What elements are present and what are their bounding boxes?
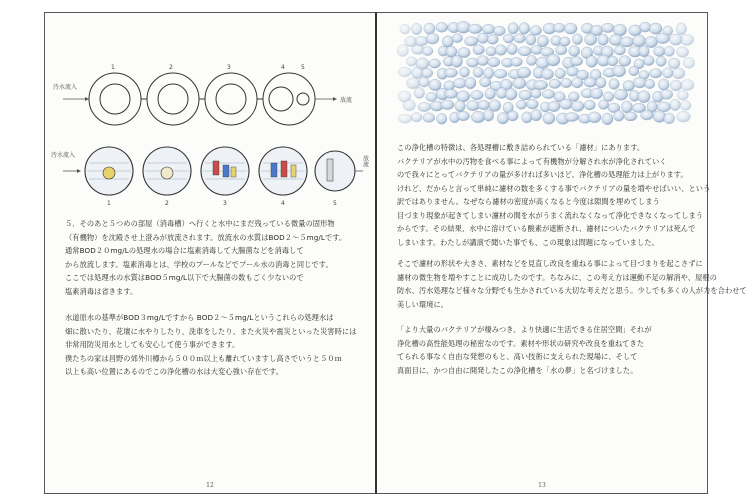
bubble [483, 109, 493, 121]
bubble [607, 56, 617, 66]
bubble [398, 67, 411, 77]
bubble [422, 47, 433, 56]
bubble [465, 77, 476, 89]
filter-media-illustration [377, 19, 708, 129]
bubble [494, 69, 507, 78]
bubble [437, 113, 447, 124]
text-line: 通常BOD２０mg/Lの処理水の場合に塩素消毒して大腸菌などを消毒して [65, 246, 304, 255]
left-page [44, 12, 376, 494]
right-paragraph-1 [397, 141, 710, 249]
section-number-1: 1 [107, 200, 111, 207]
bubble [677, 91, 688, 100]
bubble [473, 67, 483, 77]
bubble [656, 33, 670, 44]
bubble [572, 34, 582, 45]
bubble [676, 23, 686, 35]
bubble [495, 45, 507, 56]
text-line: 畑に散いたり、花壇に水やりしたり、洗車をしたり、また火災や震災といった災害時には [65, 326, 357, 336]
bubble [531, 89, 541, 99]
inflow-label-2: 汚水流入 [51, 152, 76, 159]
bubble [436, 22, 448, 32]
bubble [457, 111, 470, 120]
bubble [677, 47, 689, 58]
text-line: 以上も高い位置にあるのでこの浄化槽の水は大変心強い存在です。 [65, 367, 284, 376]
bubble [620, 37, 634, 47]
bubble [482, 24, 495, 34]
bubble [568, 92, 579, 101]
bubble [638, 91, 651, 103]
bubble [548, 101, 560, 111]
bubble [586, 56, 597, 68]
bubble [526, 55, 536, 65]
tank-number-3: 3 [227, 64, 231, 71]
tank-section-diagram [45, 135, 376, 207]
bubble [511, 57, 523, 66]
bubble [555, 68, 565, 78]
bubble [629, 66, 639, 76]
bubble [542, 90, 554, 99]
bubble [508, 23, 519, 34]
bubble [444, 89, 457, 98]
bubble [480, 77, 491, 87]
text-line: 訳ではありません。なぜなら濾材の密度が高くなると今度は隙間を埋めてしまう [397, 197, 660, 206]
bubble [526, 34, 536, 45]
bubble [601, 23, 614, 32]
bubble [668, 58, 680, 69]
tank-number-5: 5 [301, 64, 305, 71]
bubble [598, 34, 608, 46]
bubble [633, 77, 647, 88]
bubble [531, 109, 542, 121]
bubble [564, 23, 577, 34]
bubble [534, 80, 548, 89]
section-number-4: 4 [281, 200, 285, 207]
bubble [457, 21, 471, 33]
bubble [487, 35, 498, 45]
text-line: 非常用防災用水としても安心して使う事ができます。 [65, 340, 240, 349]
bubble [519, 23, 529, 35]
bubble [460, 67, 470, 77]
bubble [507, 44, 517, 55]
bubble [537, 35, 548, 47]
bubble [599, 100, 609, 110]
bubble [654, 46, 665, 56]
bubble [560, 37, 570, 46]
bubble [418, 102, 431, 111]
page-number-left: 12 [206, 482, 214, 489]
text-line: 僕たちの家は昌野の郊外川樽から５００ｍ以上も離れていますし高さでいうと５０ｍ [65, 353, 342, 363]
bubble [614, 89, 627, 100]
text-line: バクテリアが水中の汚物を食べる事によって有機物が分解され水が浄化されていく [397, 156, 667, 166]
bubble [522, 112, 533, 123]
bubble [619, 56, 631, 67]
bubble [414, 88, 424, 99]
bubble [649, 23, 662, 34]
text-line: てられる事なく自由な発想のもと、高い技術に支えられた現場に、そして [397, 352, 638, 361]
text-line: 真面目に、かつ自由に開発したこの浄化槽を「水の夢」と名づけました。 [397, 365, 638, 375]
bubble [641, 110, 654, 120]
text-line: （有機物）を沈殿させ上澄みが放流されます。放流水の水質はBOD２〜５mg/Lです。 [65, 232, 347, 242]
bubble [471, 111, 485, 123]
bubble [559, 99, 572, 109]
bubble [664, 46, 674, 56]
text-line: 浄化槽の高性能処理の秘密なのです。素材や形状の研究や改良を重ねてきた [397, 338, 645, 348]
bubble [549, 79, 561, 88]
bubble [406, 78, 420, 89]
bubble [602, 113, 613, 125]
text-line: そこで濾材の形状や大きさ、素材などを見直し改良を重ねる事によって目づまりを起こさずに [397, 259, 703, 268]
bubble [494, 26, 506, 36]
bubble [569, 46, 580, 57]
text-line: 濾材の微生物を増やすことに成功したのです。ちなみに、この考え方は運動不足の解消や、屋根の [397, 272, 717, 282]
bubble [656, 56, 666, 66]
bubble [478, 100, 490, 110]
bubble [451, 55, 462, 67]
text-line: 塩素消毒は省きます。 [65, 286, 138, 296]
bubble [664, 113, 675, 124]
bubble [547, 54, 560, 66]
bubble [584, 78, 597, 88]
bubble [649, 69, 661, 78]
bubble [505, 88, 517, 100]
book-spread [44, 12, 747, 494]
bubble [442, 36, 453, 47]
bubble [397, 45, 409, 57]
tank-number-4: 4 [281, 64, 285, 71]
bubble [514, 34, 526, 43]
outflow-label-2: 放流 [361, 155, 369, 167]
bubble [584, 100, 595, 110]
bubble [541, 69, 553, 80]
bubble-cluster [397, 21, 695, 125]
bubble [516, 100, 526, 109]
bubble [457, 91, 470, 102]
bubble [624, 112, 637, 121]
bubble [453, 78, 466, 88]
bubble [488, 57, 500, 67]
tank-number-2: 2 [169, 64, 173, 71]
bubble [565, 113, 579, 122]
bubble [471, 91, 484, 100]
bubble [426, 33, 439, 44]
bubble [468, 24, 482, 34]
bubble [513, 78, 526, 89]
bubble [613, 65, 626, 77]
bubble [677, 111, 691, 122]
bubble [477, 56, 489, 66]
bubble [614, 46, 625, 55]
bubble [429, 59, 441, 68]
section-number-3: 3 [223, 200, 227, 207]
bubble [588, 112, 601, 123]
tank-number-1: 1 [111, 64, 115, 71]
bubble [683, 57, 694, 68]
text-line: ５．そのあと５つめの部屋（消毒槽）へ行くと水中にまだ残っている微量の固形物 [65, 219, 335, 228]
bubble [543, 112, 555, 124]
bubble [571, 101, 584, 112]
bubble [452, 34, 462, 43]
text-line: 「より大量のバクテリアが棲みつき、より快適に生活できる住居空間」それが [397, 325, 652, 334]
bubble [400, 24, 410, 34]
bubble [672, 68, 685, 79]
text-line: この浄化槽の特徴は、各処理槽に敷き詰められている「濾材」にあります。 [397, 143, 645, 152]
text-line: からです。その結果、水中に溶けている酸素が遮断され、濾材についたバクテリアは死んで [397, 224, 696, 233]
right-paragraph-2 [397, 257, 747, 311]
text-line: ここでは処理水の水質はBOD５mg/L以下で大腸菌の数もごく少ないので [65, 273, 304, 282]
text-line: 水道原水の基準がBOD３mg/Lですから BOD２〜５mg/Lというこれらの処理水は [65, 313, 334, 322]
text-line: ので我々にとってバクテリアの量が多ければ多いほど、浄化槽の処理能力は上がります。 [397, 170, 688, 179]
bubble [657, 102, 671, 112]
bubble [561, 78, 572, 87]
text-line: から放流します。塩素消毒とは、学校のプールなどでプール水の消毒と同じです。 [65, 259, 333, 269]
bubble [485, 88, 496, 99]
bubble [680, 100, 691, 110]
bubble [455, 100, 465, 111]
bubble [406, 57, 416, 66]
bubble [424, 23, 435, 34]
bubble [639, 46, 650, 57]
section-number-2: 2 [165, 200, 169, 207]
bubble [398, 114, 412, 123]
bubble [621, 101, 632, 113]
bubble [572, 78, 583, 88]
left-paragraph-1 [65, 217, 346, 298]
bubble [596, 77, 606, 88]
bubble [497, 113, 509, 124]
bubble [414, 36, 428, 46]
bubble [614, 111, 625, 122]
bubble [445, 68, 458, 77]
bubble [519, 90, 532, 100]
bubble [473, 45, 484, 55]
bubble [658, 79, 669, 90]
text-line: しまいます。わたしが講演で聞いた事でも、この現象は問題になっていました。 [397, 237, 659, 247]
inflow-label-1: 汚水流入 [53, 84, 78, 91]
bubble [421, 68, 433, 78]
bubble [517, 67, 531, 78]
text-line: 目づまり現象が起きてしまい濾材の間を水がうまく流れなくなって浄化できなくなってしまう [397, 210, 704, 220]
text-line: 防水、汚水処理など様々な分野でも生かされている大切な考えだと思う。少しでも多くの人が力を合わせて [397, 286, 747, 295]
bubble [609, 79, 619, 90]
bubble [419, 77, 430, 87]
outflow-label-1: 放流 [340, 97, 353, 104]
bubble [660, 89, 672, 99]
bubble [518, 47, 532, 56]
tank-plan-diagram [45, 59, 376, 131]
text-line: 美しい環境に。 [397, 299, 449, 309]
bubble [680, 34, 694, 45]
bubble [530, 26, 542, 36]
bubble [553, 23, 565, 32]
bubble [465, 37, 478, 46]
bubble [556, 45, 567, 55]
bubble [486, 47, 496, 56]
right-paragraph-3 [397, 323, 652, 377]
bubble [663, 68, 673, 78]
bubble [423, 113, 435, 123]
bubble [507, 111, 518, 121]
bubble [477, 33, 488, 43]
bubble [590, 88, 602, 99]
bubble [503, 34, 514, 43]
section-number-5: 5 [333, 200, 337, 207]
bubble [645, 79, 655, 88]
bubble [585, 34, 597, 46]
bubble [670, 99, 680, 111]
bubble [403, 100, 416, 111]
bubble [570, 57, 582, 66]
bubble [411, 113, 422, 122]
bubble [632, 35, 645, 47]
page-number-right: 13 [538, 482, 546, 489]
left-paragraph-2 [65, 311, 357, 379]
bubble [644, 56, 655, 66]
bubble [527, 99, 539, 109]
bubble [426, 92, 437, 101]
text-line: けれど、だからと言って単純に濾材の数を多くする事でバクテリアの量を増やせばいい、という [397, 183, 711, 193]
bubble [670, 80, 681, 91]
bubble [681, 79, 695, 90]
bubble [412, 23, 422, 35]
bubble [613, 24, 626, 36]
right-page [376, 12, 747, 494]
bubble [441, 100, 454, 110]
